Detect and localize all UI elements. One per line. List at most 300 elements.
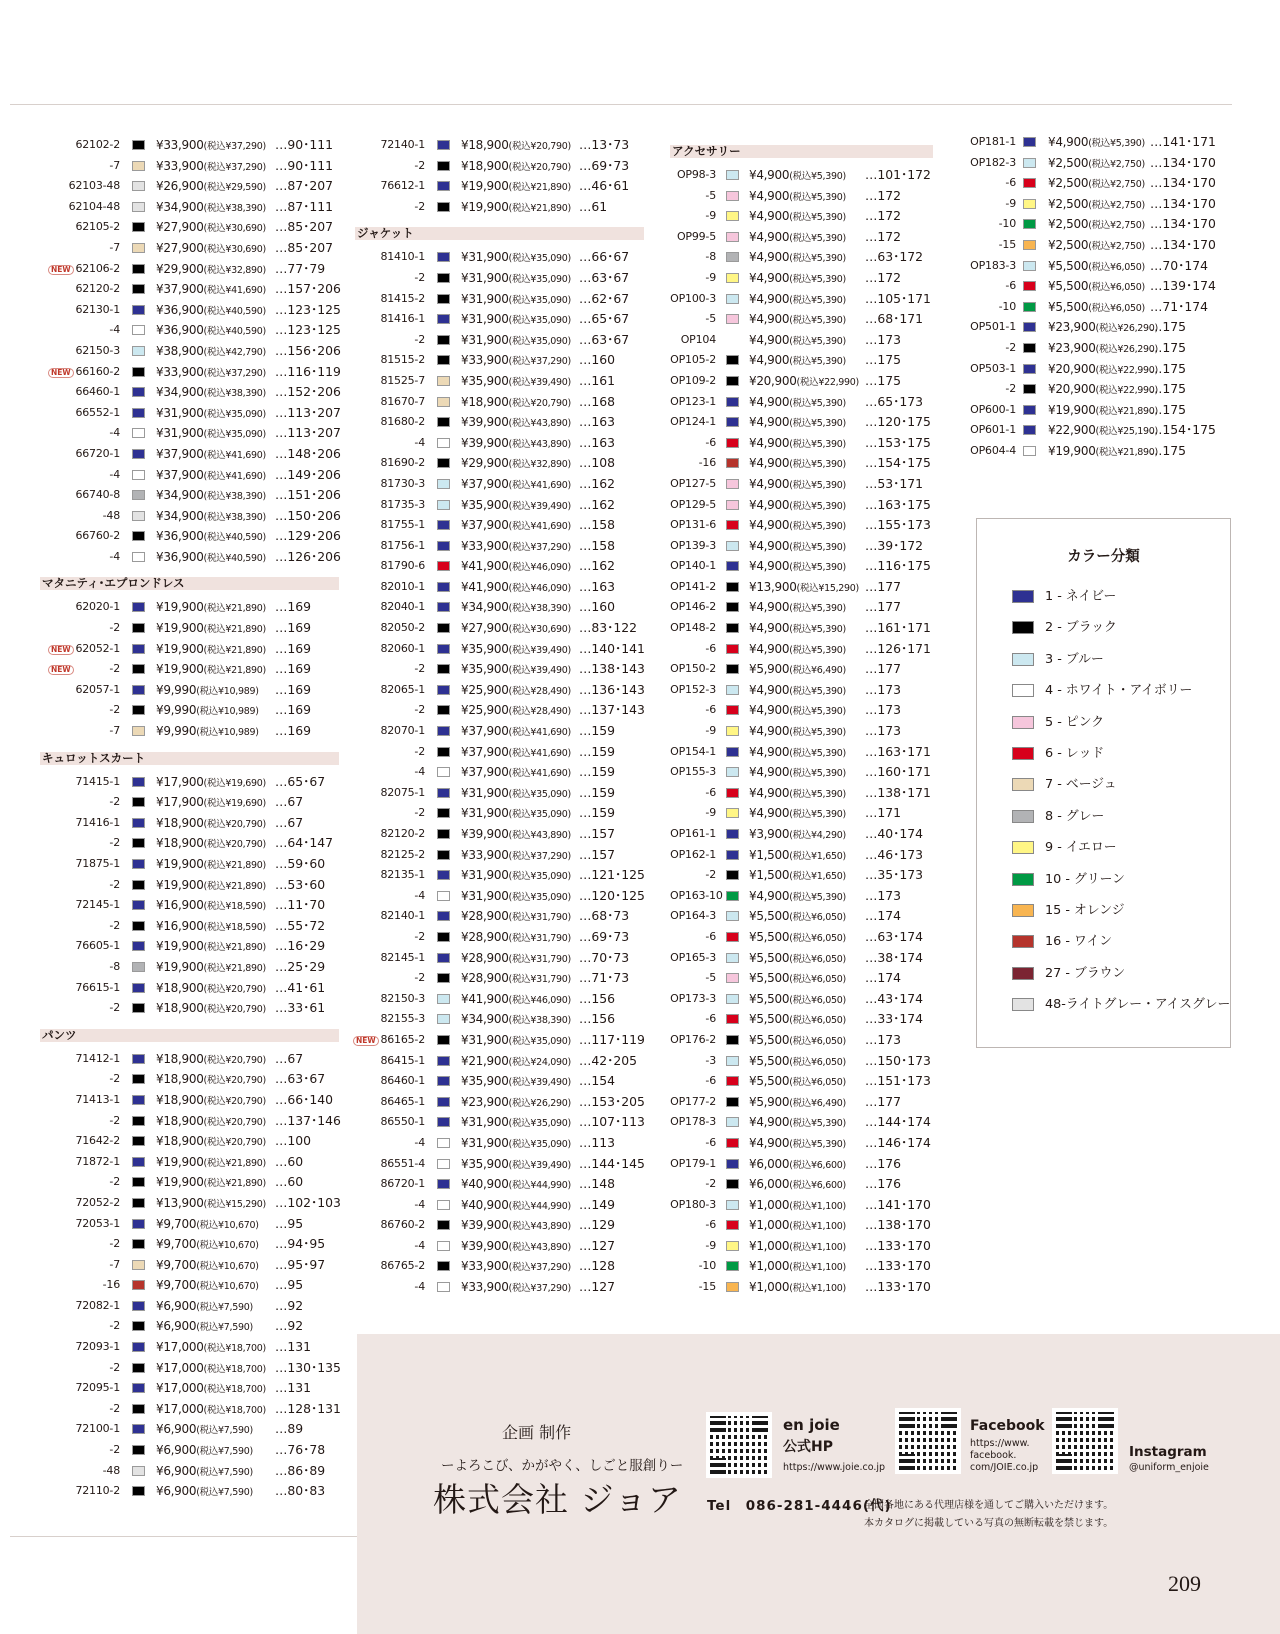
product-code: 82070-1 [380,724,425,738]
product-code: OP164-3 [670,909,716,923]
color-swatch [437,747,450,757]
price-label [461,824,571,847]
color-swatch [726,191,739,201]
price-value: ¥29,900 [156,261,204,276]
page-refs: …169 [275,661,312,677]
price-row [40,639,340,660]
price-tax: (税込¥6,050) [789,912,846,924]
price-tax: (税込¥5,390) [789,438,846,450]
page-refs: …60 [275,1174,304,1190]
product-code: -2 [414,158,425,172]
price-value: ¥9,990 [156,703,197,718]
product-code: 71412-1 [75,1051,120,1065]
price-value: ¥6,900 [156,1463,197,1478]
price-row [40,792,340,813]
price-tax: (税込¥20,790) [203,839,266,851]
page-refs: …105･171 [865,290,931,306]
new-badge: NEW [48,645,74,655]
product-code: -5 [705,188,716,202]
page-refs: …126･206 [275,548,341,564]
price-value: ¥4,900 [749,538,790,553]
color-swatch [437,932,450,942]
product-code: 86460-1 [380,1074,425,1088]
price-row [355,1133,645,1154]
price-row [670,1174,935,1195]
price-value: ¥1,000 [749,1238,790,1253]
price-value: ¥18,900 [156,815,204,830]
page-refs: …176 [865,1176,902,1192]
price-row [355,845,645,866]
price-row [355,742,645,763]
color-swatch [132,838,145,848]
price-row [670,680,935,701]
price-value: ¥39,900 [461,1238,509,1253]
price-value: ¥5,500 [749,950,790,965]
price-row [670,845,935,866]
price-row [40,721,340,742]
color-swatch [132,531,145,541]
price-row [670,742,935,763]
price-tax: (税込¥30,690) [508,624,571,636]
product-code: -2 [109,1237,120,1251]
product-code: 81515-2 [380,353,425,367]
page-refs: …157･206 [275,281,341,297]
price-label [461,927,571,950]
page-refs: …33･61 [275,1000,326,1016]
color-swatch [1023,405,1036,415]
price-label [461,597,571,620]
color-swatch [132,552,145,562]
price-label [156,1358,266,1381]
page-refs: …175 [1150,319,1187,335]
product-code: -2 [109,621,120,635]
price-tax: (税込¥1,100) [789,1221,846,1233]
page-refs: …70･73 [579,949,630,965]
page-refs: …113･207 [275,425,341,441]
price-tax: (税込¥38,390) [203,388,266,400]
price-column-3 [670,135,935,1298]
page-refs: …87･207 [275,178,334,194]
product-code: 82155-3 [380,1012,425,1026]
price-value: ¥37,900 [156,467,204,482]
product-code: OP131-6 [670,518,716,532]
price-label [461,371,571,394]
price-label [461,762,571,785]
color-swatch [437,181,450,191]
color-swatch [132,284,145,294]
product-code: -5 [705,312,716,326]
color-swatch [726,932,739,942]
page-refs: …108 [579,455,616,471]
price-label [461,845,571,868]
page-refs: …131 [275,1380,312,1396]
page-refs: …129 [579,1217,616,1233]
color-swatch [726,705,739,715]
price-tax: (税込¥18,700) [203,1363,266,1375]
facebook-url-2[interactable]: facebook. [970,1450,1017,1461]
product-code: OP109-2 [670,373,716,387]
price-tax: (税込¥37,290) [508,1283,571,1295]
product-code: 72093-1 [75,1340,120,1354]
price-tax: (税込¥2,750) [1088,179,1145,191]
color-swatch [132,777,145,787]
hp-url[interactable]: https://www.joie.co.jp [783,1462,886,1473]
price-tax: (税込¥21,890) [203,880,266,892]
instagram-qr-code[interactable] [1052,1408,1118,1474]
price-column-2 [355,135,645,1298]
page-refs: …169 [275,620,312,636]
page-refs: …173 [865,702,902,718]
price-value: ¥34,900 [156,508,204,523]
color-swatch [437,294,450,304]
color-swatch [726,1159,739,1169]
color-swatch [132,1383,145,1393]
color-swatch [437,705,450,715]
price-value: ¥35,900 [461,1074,509,1089]
product-code: 82135-1 [380,868,425,882]
price-label [156,1069,266,1092]
price-tax: (税込¥39,490) [508,376,571,388]
price-label [749,845,846,868]
color-swatch [726,1035,739,1045]
price-row [355,968,645,989]
product-code: OP601-1 [970,423,1016,437]
price-label [749,1174,846,1197]
product-code: OP604-4 [970,443,1016,457]
product-code: 81416-1 [380,312,425,326]
price-label [156,1440,253,1463]
product-code: 71875-1 [75,857,120,870]
price-label [461,1195,571,1218]
price-row [670,515,935,536]
color-swatch [132,140,145,150]
product-code: -2 [109,1175,120,1189]
price-label [156,659,266,682]
price-tax: (税込¥39,490) [508,1077,571,1089]
price-row [355,1030,645,1051]
price-tax: (税込¥1,650) [789,850,846,862]
new-badge: NEW [48,368,74,378]
color-swatch [1023,261,1036,271]
color-swatch [132,243,145,253]
product-code: -6 [1005,176,1016,190]
price-value: ¥19,900 [1048,443,1096,458]
color-swatch [726,397,739,407]
price-tax: (税込¥31,790) [508,974,571,986]
legend-label: 10 - グリーン [1045,871,1125,887]
color-swatch [1023,446,1036,456]
product-code: -6 [705,1218,716,1232]
price-value: ¥35,900 [461,373,509,388]
color-swatch [132,1321,145,1331]
price-tax: (税込¥5,390) [789,253,846,265]
price-tax: (税込¥37,290) [203,161,266,173]
price-tax: (税込¥46,090) [508,994,571,1006]
price-value: ¥34,900 [156,488,204,503]
price-row [355,1009,645,1030]
instagram-handle[interactable]: @uniform_enjoie [1129,1462,1209,1473]
page-refs: …133･170 [865,1258,931,1274]
price-value: ¥34,900 [156,385,204,400]
price-label [749,927,846,950]
product-code: 62106-2 [75,261,120,275]
price-row [40,772,340,793]
price-row [355,1195,645,1216]
price-label [749,1112,846,1135]
price-tax: (税込¥18,700) [203,1343,266,1355]
price-label [749,639,846,662]
price-label [749,453,846,476]
product-code: 81415-2 [380,291,425,305]
price-label [1048,359,1158,382]
price-row [670,309,935,330]
product-code: -6 [705,929,716,943]
product-code: -4 [109,323,120,337]
product-code: 72145-1 [75,898,120,912]
product-code: OP152-3 [670,682,716,696]
product-code: 86551-4 [380,1156,425,1170]
price-row [670,577,935,598]
page-refs: …89 [275,1421,304,1437]
price-row [670,783,935,804]
price-row [355,762,645,783]
price-row [40,403,340,424]
price-row [40,1337,340,1358]
product-code: -2 [414,199,425,213]
price-label [1048,276,1145,299]
price-tax: (税込¥32,890) [203,264,266,276]
color-swatch [132,1363,145,1373]
price-row [40,1419,340,1440]
price-row [670,350,935,371]
price-label [749,227,846,250]
product-code: OP129-5 [670,497,716,511]
price-tax: (税込¥5,390) [789,1118,846,1130]
color-swatch [437,973,450,983]
price-row [960,276,1235,297]
price-label [156,978,266,1001]
color-swatch [132,408,145,418]
price-row [670,1030,935,1051]
price-label [461,1030,571,1053]
price-value: ¥4,900 [749,600,790,615]
color-swatch [132,1198,145,1208]
product-code: OP100-3 [670,291,716,305]
price-row [960,194,1235,215]
page-refs: …157 [579,846,616,862]
price-row [670,989,935,1010]
price-tax: (税込¥21,890) [203,624,266,636]
price-tax: (税込¥1,100) [789,1262,846,1274]
price-label [461,515,571,538]
price-value: ¥5,500 [749,1074,790,1089]
price-row [670,1092,935,1113]
price-label [156,259,266,282]
color-swatch [726,1097,739,1107]
price-tax: (税込¥6,050) [1088,261,1145,273]
price-tax: (税込¥7,590) [196,1322,253,1334]
price-label [461,392,571,415]
price-value: ¥40,900 [461,1177,509,1192]
hp-qr-code[interactable] [706,1412,772,1478]
price-label [749,803,846,826]
price-row [960,153,1235,174]
price-row [355,330,645,351]
price-label [749,1009,846,1032]
price-label [749,392,846,415]
page-refs: …59･60 [275,856,326,871]
facebook-url-1[interactable]: https://www. [970,1438,1030,1449]
price-value: ¥16,900 [156,898,204,913]
price-row [670,1112,935,1133]
price-row [670,392,935,413]
color-swatch [437,1159,450,1169]
page-refs: …151･206 [275,487,341,503]
price-label [749,906,846,929]
product-code: 81790-6 [380,559,425,573]
price-row [40,465,340,486]
color-swatch [437,417,450,427]
price-value: ¥19,900 [156,877,204,892]
color-swatch [1023,281,1036,291]
color-swatch [437,1035,450,1045]
price-row [40,547,340,568]
color-swatch [132,1404,145,1414]
page-refs: …116･175 [865,558,931,574]
price-value: ¥35,900 [461,641,509,656]
product-code: -9 [705,1238,716,1252]
product-code: -10 [998,299,1016,313]
price-label [156,875,266,898]
price-tax: (税込¥46,090) [508,582,571,594]
price-tax: (税込¥18,590) [203,901,266,913]
price-value: ¥19,900 [156,1154,204,1169]
page-refs: …120･175 [865,414,931,430]
price-value: ¥5,900 [749,662,790,677]
page-refs: …113 [579,1134,616,1150]
price-value: ¥31,900 [461,785,509,800]
price-tax: (税込¥21,890) [1095,446,1158,458]
product-code: 86760-2 [380,1218,425,1232]
price-tax: (税込¥43,890) [508,830,571,841]
price-row [40,1461,340,1482]
price-row [355,886,645,907]
page-refs: …25･29 [275,958,326,974]
price-row [355,247,645,268]
instagram-title: Instagram [1129,1444,1207,1460]
color-swatch [726,973,739,983]
page-refs: …65･67 [579,311,630,327]
price-row [670,1195,935,1216]
page-refs: …95 [275,1277,304,1293]
legend-label: 5 - ピンク [1045,714,1105,730]
product-code: -6 [705,435,716,449]
product-code: OP177-2 [670,1094,716,1108]
page-refs: …107･113 [579,1114,645,1130]
price-value: ¥37,900 [461,765,509,780]
price-row [355,865,645,886]
price-value: ¥4,900 [749,518,790,533]
color-swatch [1023,137,1036,147]
price-tax: (税込¥5,390) [789,603,846,615]
page-refs: …38･174 [865,949,924,965]
price-tax: (税込¥10,670) [196,1240,259,1252]
page-refs: …149 [579,1196,616,1212]
page-refs: …162 [579,558,616,574]
page-refs: …117･119 [579,1031,645,1047]
price-tax: (税込¥5,390) [1088,138,1145,149]
price-row [670,247,935,268]
price-tax: (税込¥39,490) [508,1159,571,1171]
product-code: 72052-2 [75,1195,120,1209]
price-row [355,1112,645,1133]
price-value: ¥19,900 [156,662,204,677]
price-tax: (税込¥4,290) [789,830,846,841]
page-refs: …33･174 [865,1011,924,1027]
price-value: ¥19,900 [156,641,204,656]
price-row [40,217,340,238]
color-swatch [132,921,145,931]
color-swatch [132,623,145,633]
product-code: 72095-1 [75,1381,120,1395]
page-refs: …169 [275,599,312,615]
page-refs: …169 [275,702,312,718]
price-label [749,700,846,723]
price-value: ¥39,900 [461,827,509,841]
product-code: OP183-3 [970,258,1016,272]
legend-swatch [1012,747,1034,760]
price-tax: (税込¥24,090) [508,1056,571,1068]
facebook-url-3[interactable]: com/JOIE.co.jp [970,1462,1039,1473]
price-row [355,176,645,197]
price-tax: (税込¥19,690) [203,777,266,789]
price-value: ¥23,900 [1048,340,1096,355]
price-row [670,206,935,227]
price-row [960,420,1235,441]
price-label [461,1277,571,1300]
price-label [749,536,846,559]
product-code: OP127-5 [670,476,716,490]
price-value: ¥37,900 [156,446,204,461]
product-code: -4 [414,888,425,902]
color-swatch [1023,240,1036,250]
color-swatch [437,726,450,736]
page-refs: …92 [275,1297,304,1313]
product-code: -15 [998,237,1016,251]
price-row [40,362,340,383]
price-value: ¥17,900 [156,795,204,810]
page-refs: …63･67 [579,269,630,285]
price-value: ¥5,500 [1048,299,1089,314]
price-value: ¥34,900 [461,600,509,615]
color-swatch [726,1200,739,1210]
price-label [749,268,846,291]
color-swatch [726,541,739,551]
price-row [355,350,645,371]
price-tax: (税込¥20,790) [508,141,571,152]
page-refs: …116･119 [275,363,341,379]
price-label [461,156,571,179]
color-swatch [132,1003,145,1013]
price-tax: (税込¥44,990) [508,1180,571,1192]
price-value: ¥18,900 [461,158,509,173]
price-value: ¥18,900 [156,1092,204,1107]
page-refs: …150･173 [865,1052,931,1068]
price-value: ¥1,000 [749,1197,790,1212]
color-swatch [726,314,739,324]
product-code: -9 [705,209,716,223]
facebook-qr-code[interactable] [895,1408,961,1474]
